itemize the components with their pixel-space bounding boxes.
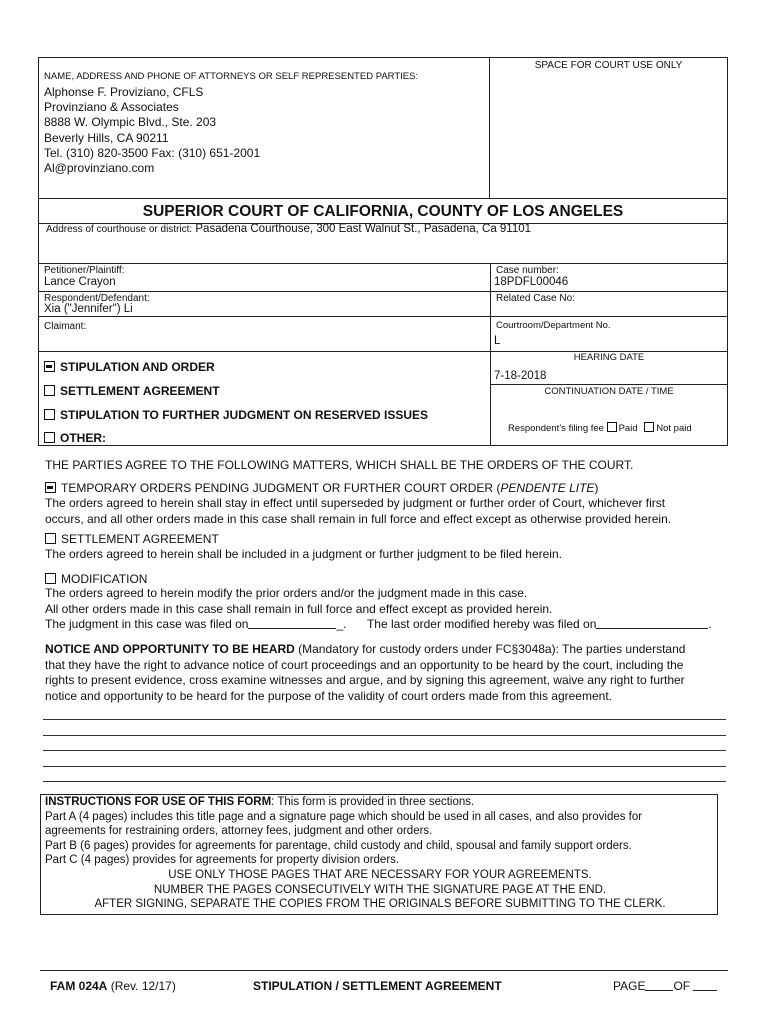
court-title: SUPERIOR COURT OF CALIFORNIA, COUNTY OF LOS ANGELES bbox=[142, 203, 624, 220]
temp-orders-text bbox=[45, 496, 671, 527]
attorney-firm: Provinziano & Associates bbox=[44, 100, 179, 115]
parties-box bbox=[38, 263, 728, 352]
court-address-label: Address of courthouse or district: bbox=[46, 224, 193, 235]
instructions-part-b: Part B (6 pages) provides for agreements for parentage, child custody and child, spousal and family support orders. bbox=[45, 839, 632, 852]
of-label: OF bbox=[673, 979, 691, 993]
page-label: PAGE bbox=[613, 979, 646, 993]
checkbox-settlement[interactable] bbox=[45, 533, 56, 544]
case-number-label: Case number: bbox=[496, 265, 559, 276]
last-order-end: . bbox=[708, 617, 712, 631]
related-case-label: Related Case No: bbox=[496, 293, 575, 304]
doctype-right-divider bbox=[490, 384, 728, 385]
notice-paragraph bbox=[45, 642, 735, 704]
continuation-label: CONTINUATION DATE / TIME bbox=[544, 386, 674, 397]
instructions-part-a-1: Part A (4 pages) includes this title page and a signature page which should be used in all cases, and also provides for bbox=[45, 810, 643, 823]
option-label: SETTLEMENT AGREEMENT bbox=[60, 384, 220, 398]
attorney-name: Alphonse F. Proviziano, CFLS bbox=[44, 85, 204, 99]
blank-line[interactable] bbox=[43, 719, 726, 720]
petitioner-label: Petitioner/Plaintiff: bbox=[44, 265, 125, 276]
checkbox-fee-not-paid[interactable] bbox=[644, 422, 654, 432]
respondent-label: Respondent/Defendant: bbox=[44, 293, 150, 304]
instructions-heading: INSTRUCTIONS FOR USE OF THIS FORM bbox=[45, 796, 272, 808]
option-stipulation-and-order[interactable] bbox=[44, 360, 215, 374]
hearing-date-label: HEARING DATE bbox=[573, 352, 645, 363]
blank-line[interactable] bbox=[43, 735, 726, 736]
parties-row-1 bbox=[38, 291, 728, 292]
judgment-filed-blank[interactable] bbox=[248, 618, 336, 629]
parties-divider bbox=[490, 263, 491, 352]
form-revision: (Rev. 12/17) bbox=[110, 979, 176, 993]
form-id: FAM 024A bbox=[50, 979, 108, 993]
modification-text bbox=[45, 586, 712, 633]
checkbox-settlement-agreement[interactable] bbox=[44, 385, 55, 396]
instructions-part-a-2: agreements for restraining orders, attorney fees, judgment and other orders. bbox=[45, 825, 433, 838]
case-number-value: 18PDFL00046 bbox=[494, 276, 569, 288]
attorney-street: 8888 W. Olympic Blvd., Ste. 203 bbox=[44, 115, 217, 130]
court-address bbox=[46, 223, 531, 235]
court-use-label: SPACE FOR COURT USE ONLY bbox=[534, 60, 683, 71]
settlement-heading[interactable] bbox=[45, 532, 219, 546]
checkbox-fee-paid[interactable] bbox=[607, 422, 617, 432]
instructions-heading-rest: : This form is provided in three sections. bbox=[271, 796, 475, 808]
modification-line-1: The orders agreed to herein modify the prior orders and/or the judgment made in this case. bbox=[45, 586, 528, 600]
temp-orders-line-1: The orders agreed to herein shall stay in effect until superseded by judgment or further order of Court, whichever first bbox=[45, 496, 666, 510]
courtroom-label: Courtroom/Department No. bbox=[496, 320, 611, 331]
courtroom-value: L bbox=[494, 335, 501, 347]
option-label: STIPULATION AND ORDER bbox=[60, 360, 215, 374]
fee-not-paid-label: Not paid bbox=[656, 423, 692, 434]
judgment-filed-end: _. bbox=[336, 617, 347, 631]
blank-line[interactable] bbox=[43, 766, 726, 767]
footer-page bbox=[613, 979, 717, 993]
settlement-text: The orders agreed to herein shall be included in a judgment or further judgment to be filed herein. bbox=[45, 547, 562, 561]
temp-orders-line-2: occurs, and all other orders made in this case shall remain in full force and effect except as otherwise provided herein. bbox=[45, 511, 672, 526]
checkbox-further-judgment[interactable] bbox=[44, 409, 55, 420]
checkbox-temp-orders[interactable] bbox=[45, 482, 56, 493]
temp-orders-italic: PENDENTE LITE bbox=[500, 481, 595, 495]
notice-line-4: notice and opportunity to be heard for the purpose of the validity of court orders made from this agreement. bbox=[45, 688, 612, 703]
claimant-label: Claimant: bbox=[44, 321, 87, 332]
filing-fee-label: Respondent’s filing fee bbox=[508, 423, 604, 434]
attorney-info bbox=[44, 85, 260, 176]
option-further-judgment[interactable] bbox=[44, 408, 428, 422]
notice-line-3: rights to present evidence, cross examine witnesses and argue, and by signing this agreement, waive any right to further bbox=[45, 673, 685, 687]
footer-form-id bbox=[50, 979, 176, 993]
notice-heading: NOTICE AND OPPORTUNITY TO BE HEARD bbox=[45, 642, 295, 656]
last-order-label: The last order modified hereby was filed on bbox=[366, 617, 597, 631]
instructions-part-c: Part C (4 pages) provides for agreements for property division orders. bbox=[45, 854, 400, 867]
last-order-blank[interactable] bbox=[596, 618, 708, 629]
intro-text: THE PARTIES AGREE TO THE FOLLOWING MATTERS, WHICH SHALL BE THE ORDERS OF THE COURT. bbox=[45, 458, 634, 472]
checkbox-other[interactable] bbox=[44, 432, 55, 443]
modification-line-2: All other orders made in this case shall remain in full force and effect except as provided herein. bbox=[45, 601, 553, 616]
checkbox-stipulation-and-order[interactable] bbox=[44, 361, 55, 372]
hearing-date-value: 7-18-2018 bbox=[494, 370, 547, 382]
footer-title: STIPULATION / SETTLEMENT AGREEMENT bbox=[253, 979, 502, 993]
notice-line-2: that they have the right to advance notice of court proceedings and an opportunity to be heard by the court, including the bbox=[45, 657, 684, 672]
checkbox-modification[interactable] bbox=[45, 573, 56, 584]
temp-orders-close: ) bbox=[594, 481, 599, 495]
notice-line-1 bbox=[45, 642, 735, 658]
page-total-blank[interactable] bbox=[693, 980, 717, 991]
fee-paid-label: Paid bbox=[618, 423, 638, 434]
settlement-heading-text: SETTLEMENT AGREEMENT bbox=[61, 532, 219, 546]
instructions-center-3: AFTER SIGNING, SEPARATE THE COPIES FROM THE ORIGINALS BEFORE SUBMITTING TO THE CLERK. bbox=[94, 898, 666, 911]
option-settlement-agreement[interactable] bbox=[44, 384, 220, 398]
footer-rule bbox=[40, 970, 728, 971]
parties-row-2 bbox=[38, 316, 728, 317]
option-label: OTHER: bbox=[60, 431, 106, 445]
instructions-center-1: USE ONLY THOSE PAGES THAT ARE NECESSARY FOR YOUR AGREEMENTS. bbox=[168, 868, 592, 881]
attorney-phone: Tel. (310) 820-3500 Fax: (310) 651-2001 bbox=[44, 145, 261, 160]
option-other[interactable] bbox=[44, 431, 106, 445]
page-number-blank[interactable] bbox=[645, 980, 673, 991]
instructions-heading-line bbox=[45, 795, 715, 810]
court-address-value: Pasadena Courthouse, 300 East Walnut St., Pasadena, Ca 91101 bbox=[195, 223, 532, 235]
modification-heading[interactable] bbox=[45, 572, 147, 586]
header-divider bbox=[489, 57, 490, 199]
attorney-label: NAME, ADDRESS AND PHONE OF ATTORNEYS OR SELF REPRESENTED PARTIES: bbox=[44, 71, 419, 82]
instructions-content bbox=[45, 795, 715, 912]
notice-line-1-text: (Mandatory for custody orders under FC§3048a): The parties understand bbox=[294, 642, 686, 656]
option-label: STIPULATION TO FURTHER JUDGMENT ON RESERVED ISSUES bbox=[60, 408, 429, 422]
doctype-divider bbox=[490, 351, 491, 446]
blank-line[interactable] bbox=[43, 781, 726, 782]
modification-heading-text: MODIFICATION bbox=[61, 572, 148, 586]
judgment-filed-label: The judgment in this case was filed on bbox=[45, 617, 249, 631]
instructions-center-2: NUMBER THE PAGES CONSECUTIVELY WITH THE SIGNATURE PAGE AT THE END. bbox=[153, 883, 607, 896]
temp-orders-heading[interactable] bbox=[45, 481, 598, 495]
blank-line[interactable] bbox=[43, 750, 726, 751]
temp-orders-heading-text: TEMPORARY ORDERS PENDING JUDGMENT OR FURTHER COURT ORDER ( bbox=[61, 481, 501, 495]
modification-line-3 bbox=[45, 617, 712, 633]
petitioner-value: Lance Crayon bbox=[44, 276, 116, 288]
attorney-city: Beverly Hills, CA 90211 bbox=[44, 130, 169, 145]
attorney-email: Al@provinziano.com bbox=[44, 161, 155, 176]
respondent-value: Xia ("Jennifer") Li bbox=[44, 303, 133, 315]
filing-fee bbox=[508, 422, 692, 434]
